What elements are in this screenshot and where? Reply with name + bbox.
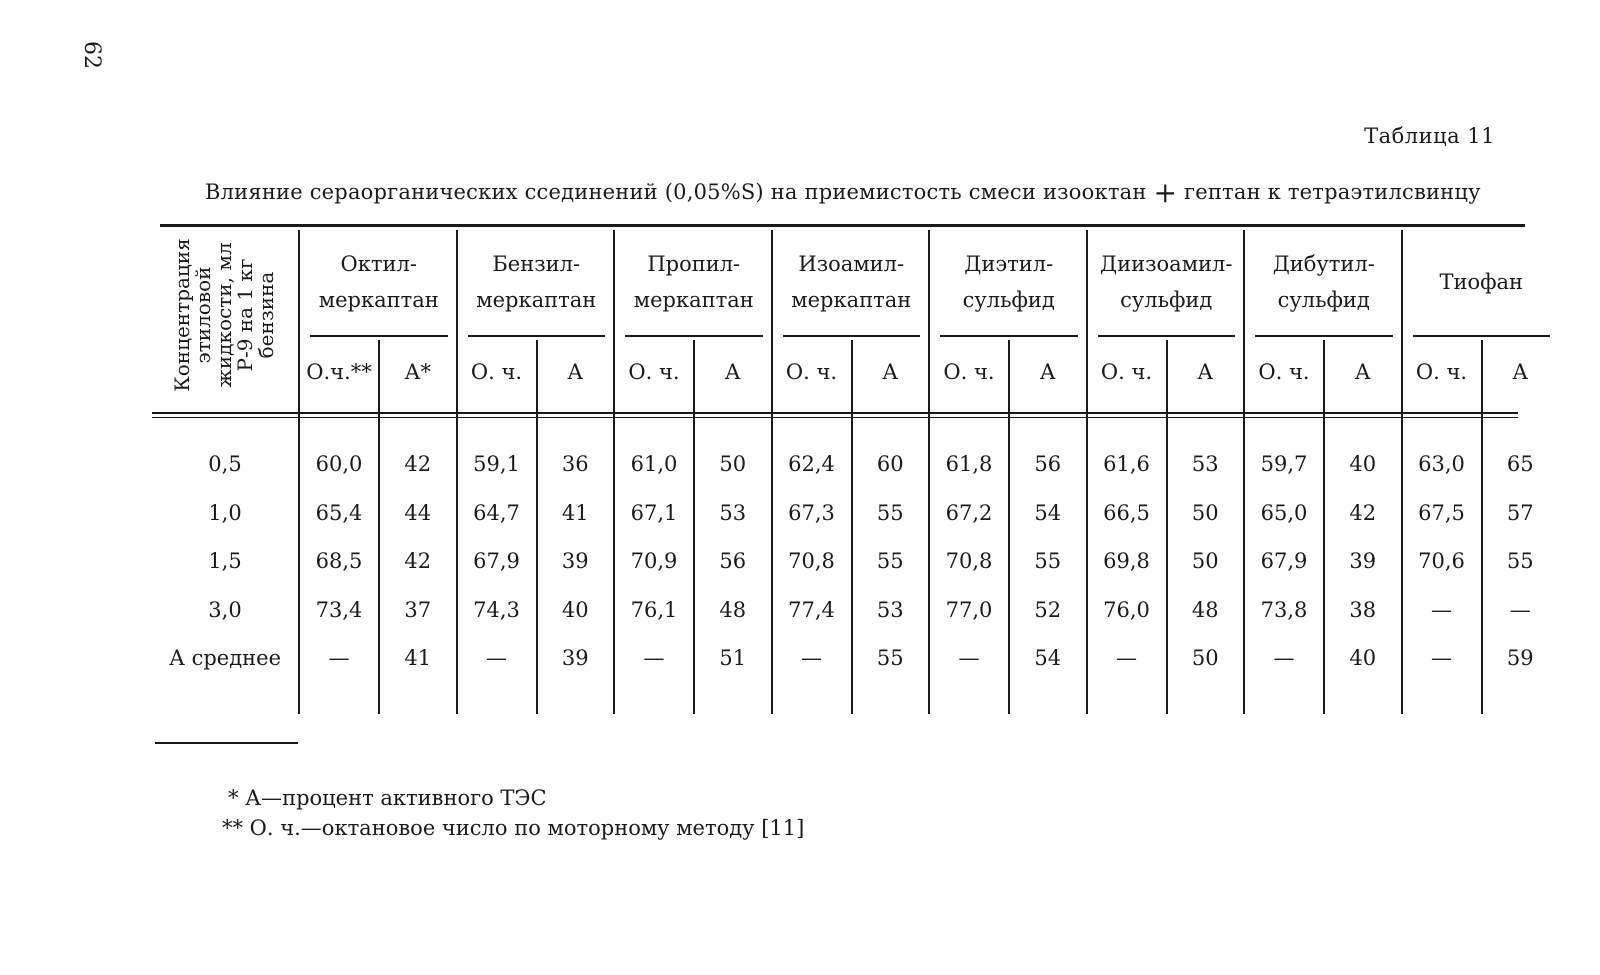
table-cell-octane: 73,8 <box>1260 597 1308 622</box>
group-5-underline <box>940 335 1078 337</box>
table-cell-octane: — <box>1116 646 1137 670</box>
table-cell-octane: — <box>1431 646 1452 670</box>
table-cell-active: 53 <box>719 500 747 525</box>
table-title <box>205 176 1481 209</box>
table-cell-octane: 70,8 <box>945 549 993 573</box>
group-8-name: Тиофан <box>1439 270 1524 294</box>
table-cell-active: 55 <box>876 646 904 670</box>
footnote-1: * А—процент активного ТЭС <box>228 786 547 810</box>
table-cell-octane: — <box>958 646 980 670</box>
table-cell-active: 55 <box>1506 549 1534 573</box>
table-cell-active: 40 <box>1349 452 1377 476</box>
table-cell-octane: 77,0 <box>945 597 993 622</box>
table-cell-octane: 64,7 <box>473 500 520 525</box>
group-4-subheader-octane: О. ч. <box>785 360 838 384</box>
group-2-subheader-active: А <box>567 360 584 384</box>
table-cell-active: 36 <box>561 452 589 476</box>
title-text-end: гептан к тетраэтилсвинцу <box>1184 180 1481 204</box>
table-cell-active: 59 <box>1506 646 1534 670</box>
group-3-name-line2: меркаптан <box>633 288 754 312</box>
group-5-subheader-octane: О. ч. <box>943 360 995 384</box>
group-2-name-line2: меркаптан <box>476 288 597 312</box>
group-6-subheader-octane: О. ч. <box>1100 360 1153 384</box>
group-4-underline <box>783 335 921 337</box>
table-cell-octane: 61,8 <box>945 452 993 476</box>
table-cell-active: 60 <box>876 452 904 476</box>
group-1-name-line1: Октил- <box>340 252 417 276</box>
group-6-name-line1: Диизоамил- <box>1100 252 1233 276</box>
table-cell-active: 50 <box>1191 549 1219 573</box>
table-cell-octane: — <box>1431 597 1452 622</box>
table-cell-active: 54 <box>1034 646 1062 670</box>
group-3-underline <box>625 335 763 337</box>
group-1-name-line2: меркаптан <box>318 288 439 312</box>
table-cell-octane: 60,0 <box>315 452 363 476</box>
row-label: 1,5 <box>208 549 242 573</box>
table-cell-active: 39 <box>1349 549 1377 573</box>
header-bottom-rule-2 <box>152 417 1518 418</box>
group-5-name-line2: сульфид <box>962 288 1055 312</box>
table-cell-octane: 61,6 <box>1103 452 1150 476</box>
table-cell-active: 40 <box>1349 646 1377 670</box>
table-cell-octane: 67,1 <box>630 500 678 525</box>
table-cell-active: 38 <box>1349 597 1377 622</box>
table-cell-active: 48 <box>719 597 747 622</box>
row-header-concentration: Концентрация этиловой жидкости, мл Р-9 на 1 кг бензина <box>170 238 278 392</box>
table-cell-active: 40 <box>561 597 589 622</box>
table-top-rule <box>160 224 1525 227</box>
table-cell-active: 39 <box>561 549 589 573</box>
group-3-subheader-active: А <box>724 360 741 384</box>
table-cell-active: 56 <box>719 549 747 573</box>
header-bottom-rule <box>152 412 1518 414</box>
table-cell-octane: 70,9 <box>630 549 678 573</box>
table-cell-active: 52 <box>1034 597 1062 622</box>
table-cell-active: 50 <box>1191 500 1219 525</box>
group-7-name-line1: Дибутил- <box>1272 252 1375 276</box>
table-cell-active: 50 <box>1191 646 1219 670</box>
table-cell-octane: 73,4 <box>315 597 363 622</box>
table-cell-octane: 76,0 <box>1103 597 1150 622</box>
group-6-subheader-active: А <box>1197 360 1214 384</box>
footnote-separator <box>155 742 298 744</box>
table-cell-octane: 59,7 <box>1260 452 1308 476</box>
group-2-name-line1: Бензил- <box>492 252 581 276</box>
table-cell-octane: 68,5 <box>315 549 363 573</box>
group-1-subheader-octane: О.ч.** <box>306 360 372 384</box>
group-1-underline <box>310 335 448 337</box>
table-cell-active: 48 <box>1191 597 1219 622</box>
table-cell-active: 55 <box>876 500 904 525</box>
group-8-underline <box>1413 335 1551 337</box>
table-cell-active: 41 <box>561 500 589 525</box>
group-2-subheader-octane: О. ч. <box>470 360 523 384</box>
group-8-subheader-active: А <box>1512 360 1529 384</box>
table-cell-active: 42 <box>404 549 432 573</box>
table-cell-active: 44 <box>404 500 432 525</box>
group-1-subheader-active: А* <box>404 360 431 384</box>
footnote-2: ** О. ч.—октановое число по моторному методу [11] <box>222 816 805 840</box>
table-cell-octane: 59,1 <box>473 452 520 476</box>
group-5-name-line1: Диэтил- <box>964 252 1054 276</box>
table-cell-active: 55 <box>876 549 904 573</box>
title-text-start: Влияние сераорганических ссединений (0,05%S) на приемистость смеси изооктан <box>205 180 1147 204</box>
group-3-name-line1: Пропил- <box>647 252 741 276</box>
table-cell-active: 50 <box>719 452 747 476</box>
table-cell-active: 55 <box>1034 549 1062 573</box>
table-cell-octane: 70,8 <box>788 549 835 573</box>
table-cell-octane: 62,4 <box>788 452 835 476</box>
group-5-subheader-active: А <box>1039 360 1056 384</box>
group-6-name-line2: сульфид <box>1120 288 1213 312</box>
group-3-subheader-octane: О. ч. <box>628 360 680 384</box>
table-cell-active: — <box>1509 597 1531 622</box>
table-cell-octane: — <box>486 646 507 670</box>
table-cell-octane: 67,9 <box>1260 549 1308 573</box>
group-8-subheader-octane: О. ч. <box>1415 360 1468 384</box>
table-cell-octane: — <box>643 646 665 670</box>
table-cell-octane: — <box>328 646 350 670</box>
table-cell-active: 57 <box>1506 500 1534 525</box>
group-7-subheader-octane: О. ч. <box>1258 360 1310 384</box>
group-4-subheader-active: А <box>882 360 899 384</box>
group-6-underline <box>1098 335 1236 337</box>
group-7-name-line2: сульфид <box>1277 288 1370 312</box>
table-cell-active: 53 <box>876 597 904 622</box>
table-cell-octane: 76,1 <box>630 597 678 622</box>
table-cell-active: 42 <box>404 452 432 476</box>
table-cell-octane: — <box>801 646 822 670</box>
table-cell-octane: 61,0 <box>630 452 678 476</box>
group-7-underline <box>1255 335 1393 337</box>
group-7-subheader-active: А <box>1354 360 1371 384</box>
table-cell-octane: 67,5 <box>1418 500 1465 525</box>
row-label: 1,0 <box>208 500 242 525</box>
group-4-name-line2: меркаптан <box>791 288 912 312</box>
table-cell-octane: 65,4 <box>315 500 363 525</box>
page-number: 62 <box>79 41 104 69</box>
table-cell-active: 65 <box>1506 452 1534 476</box>
table-caption: Таблица 11 <box>1364 124 1495 148</box>
group-4-name-line1: Изоамил- <box>798 252 905 276</box>
table-cell-octane: 69,8 <box>1103 549 1150 573</box>
table-cell-octane: 65,0 <box>1260 500 1308 525</box>
table-cell-octane: 67,2 <box>945 500 993 525</box>
table-cell-octane: 77,4 <box>788 597 835 622</box>
table-cell-octane: 67,3 <box>788 500 835 525</box>
table-cell-octane: 70,6 <box>1418 549 1465 573</box>
group-2-underline <box>468 335 606 337</box>
table-cell-octane: 74,3 <box>473 597 520 622</box>
table-cell-active: 39 <box>561 646 589 670</box>
table-cell-active: 53 <box>1191 452 1219 476</box>
row-label: А среднее <box>169 646 281 670</box>
table-cell-active: 51 <box>719 646 747 670</box>
plus-sign: + <box>1153 176 1178 209</box>
table-cell-active: 54 <box>1034 500 1062 525</box>
table-cell-active: 56 <box>1034 452 1062 476</box>
table-cell-octane: — <box>1273 646 1295 670</box>
table-cell-active: 37 <box>404 597 432 622</box>
table-cell-active: 42 <box>1349 500 1377 525</box>
row-label: 0,5 <box>208 452 242 476</box>
table-cell-octane: 66,5 <box>1103 500 1150 525</box>
table-cell-octane: 67,9 <box>473 549 520 573</box>
table-cell-octane: 63,0 <box>1418 452 1465 476</box>
row-label: 3,0 <box>208 597 242 622</box>
table-cell-active: 41 <box>404 646 432 670</box>
